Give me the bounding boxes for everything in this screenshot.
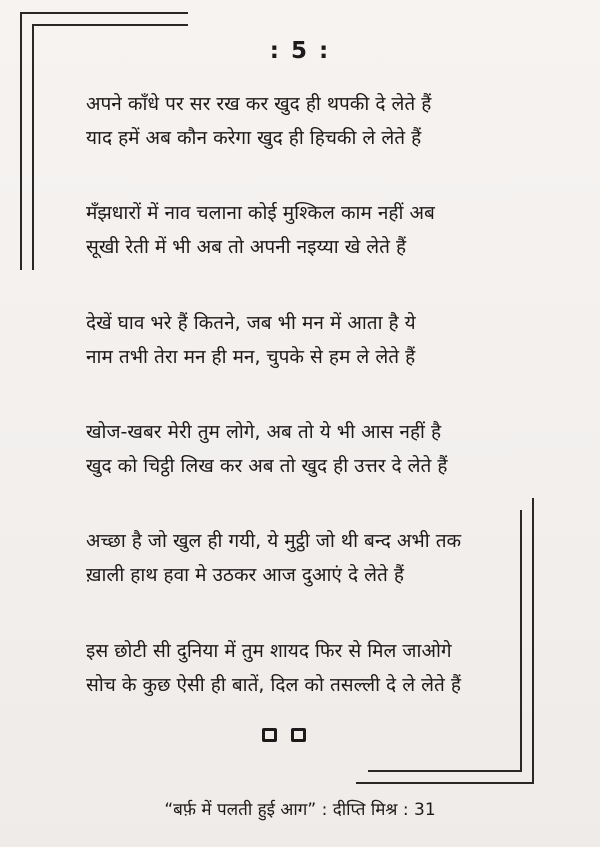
verse-line: खोज-खबर मेरी तुम लोगे, अब तो ये भी आस नहीं है (86, 421, 442, 443)
verse-line: ख़ाली हाथ हवा मे उठकर आज दुआएं दे लेते हैं (86, 564, 404, 586)
stanza-1 (86, 87, 506, 155)
bottom-right-border-inner-vertical (520, 510, 522, 772)
square-ornament-icon (262, 728, 277, 742)
verse-line: इस छोटी सी दुनिया में तुम शायद फिर से मिल जाओगे (86, 640, 452, 662)
verse-line: अपने काँधे पर सर रख कर खुद ही थपकी दे लेते हैं (86, 93, 432, 115)
bottom-right-border-inner-horizontal (368, 770, 522, 772)
verse-line: याद हमें अब कौन करेगा खुद ही हिचकी ले लेते हैं (86, 127, 422, 149)
bottom-right-border-outer-horizontal (356, 782, 534, 784)
top-left-border-inner-horizontal (32, 24, 188, 26)
verse-line: मँझधारों में नाव चलाना कोई मुश्किल काम नहीं अब (86, 202, 435, 224)
page-footer: “बर्फ़ में पलती हुई आग” : दीप्ति मिश्र : 31 (164, 800, 436, 820)
stanza-6 (86, 634, 506, 702)
verse-line: खुद को चिट्ठी लिख कर अब तो खुद ही उत्तर दे लेते हैं (86, 455, 448, 477)
poem-end-marks (262, 728, 306, 742)
top-left-border-outer-horizontal (20, 12, 188, 14)
stanza-2 (86, 196, 506, 264)
verse-line: नाम तभी तेरा मन ही मन, चुपके से हम ले लेते हैं (86, 346, 416, 368)
bottom-right-border-outer-vertical (532, 498, 534, 784)
verse-line: देखें घाव भरे हैं कितने, जब भी मन में आता है ये (86, 312, 416, 334)
stanza-5 (86, 524, 506, 592)
verse-line: अच्छा है जो खुल ही गयी, ये मुट्ठी जो थी बन्द अभी तक (86, 530, 462, 552)
square-ornament-icon (291, 728, 306, 742)
page-number: : 5 : (269, 38, 331, 64)
verse-line: सोच के कुछ ऐसी ही बातें, दिल को तसल्ली दे ले लेते हैं (86, 674, 461, 696)
stanza-3 (86, 306, 506, 374)
verse-line: सूखी रेती में भी अब तो अपनी नइय्या खे लेते हैं (86, 236, 407, 258)
stanza-4 (86, 415, 506, 483)
